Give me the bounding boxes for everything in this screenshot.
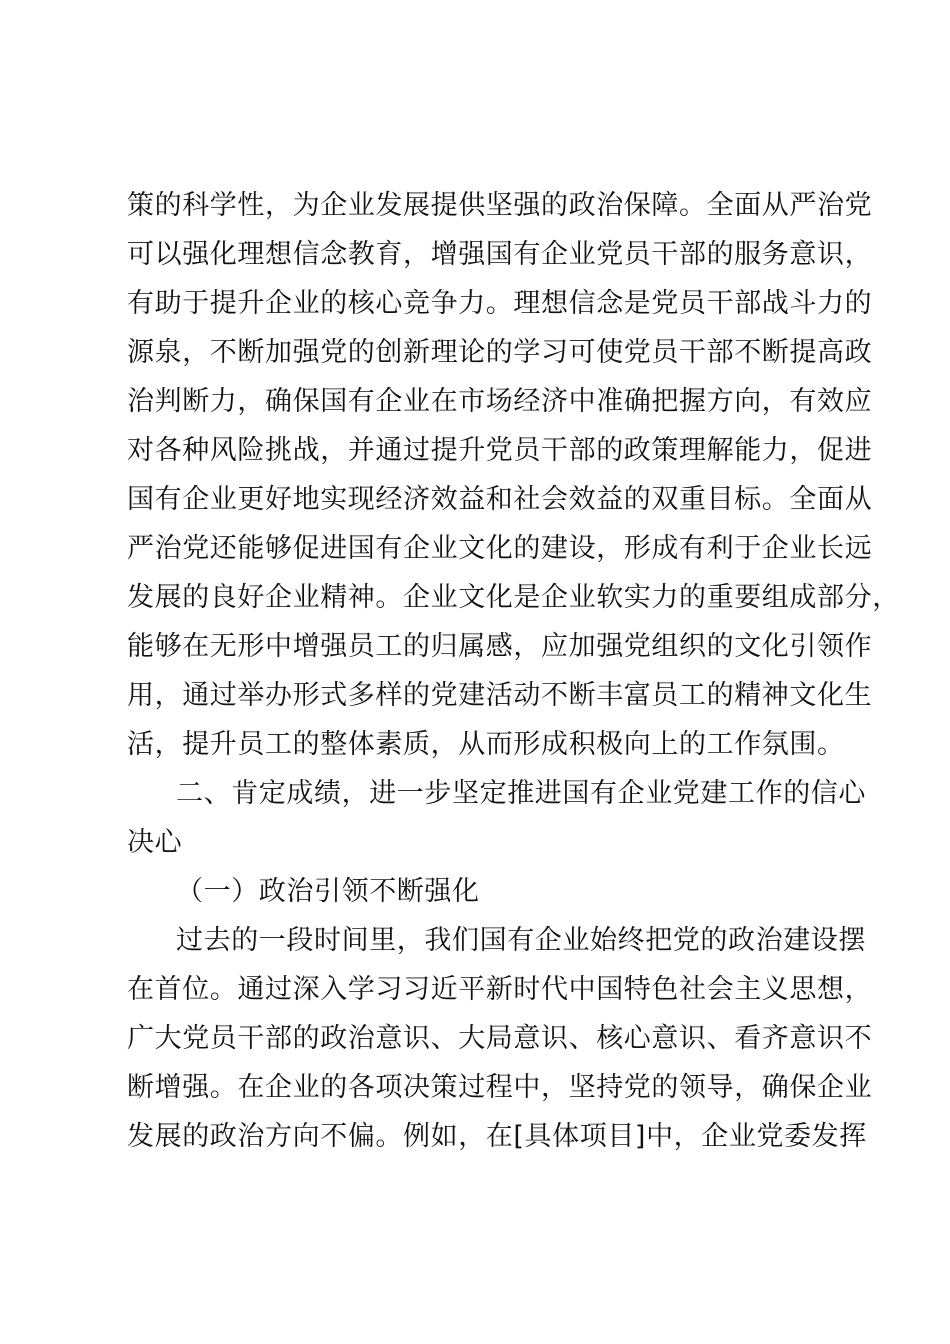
body-text-line: 能够在无形中增强员工的归属感，应加强党组织的文化引领作 <box>127 631 873 662</box>
body-text-line: 策的科学性，为企业发展提供坚强的政治保障。全面从严治党 <box>127 190 873 221</box>
body-text-line: 发展的政治方向不偏。例如，在[具体项目]中，企业党委发挥 <box>127 1121 867 1152</box>
body-text-line: 断增强。在企业的各项决策过程中，坚持党的领导，确保企业 <box>127 1072 873 1103</box>
body-text-line: 用，通过举办形式多样的党建活动不断丰富员工的精神文化生 <box>127 680 873 711</box>
body-text-line: 有助于提升企业的核心竞争力。理想信念是党员干部战斗力的 <box>127 288 873 319</box>
body-text-line: 对各种风险挑战，并通过提升党员干部的政策理解能力，促进 <box>127 435 873 466</box>
section-heading: 二、肯定成绩，进一步坚定推进国有企业党建工作的信心 <box>176 778 866 809</box>
body-text-line: 可以强化理想信念教育，增强国有企业党员干部的服务意识， <box>127 239 873 270</box>
body-text-line: 源泉，不断加强党的创新理论的学习可使党员干部不断提高政 <box>127 337 873 368</box>
body-text-line: 严治党还能够促进国有企业文化的建设，形成有利于企业长远 <box>127 533 873 564</box>
body-text-line: 发展的良好企业精神。企业文化是企业软实力的重要组成部分， <box>127 582 900 613</box>
body-text-line: 治判断力，确保国有企业在市场经济中准确把握方向，有效应 <box>127 386 873 417</box>
section-heading-continuation: 决心 <box>127 827 183 858</box>
body-text-line: 国有企业更好地实现经济效益和社会效益的双重目标。全面从 <box>127 484 873 515</box>
body-text-line: 广大党员干部的政治意识、大局意识、核心意识、看齐意识不 <box>127 1023 873 1054</box>
body-text-line: 活，提升员工的整体素质，从而形成积极向上的工作氛围。 <box>127 729 845 760</box>
body-text-line: 在首位。通过深入学习习近平新时代中国特色社会主义思想， <box>127 974 873 1005</box>
subsection-heading: （一）政治引领不断强化 <box>176 876 480 907</box>
body-text-line: 过去的一段时间里，我们国有企业始终把党的政治建设摆 <box>176 925 866 956</box>
